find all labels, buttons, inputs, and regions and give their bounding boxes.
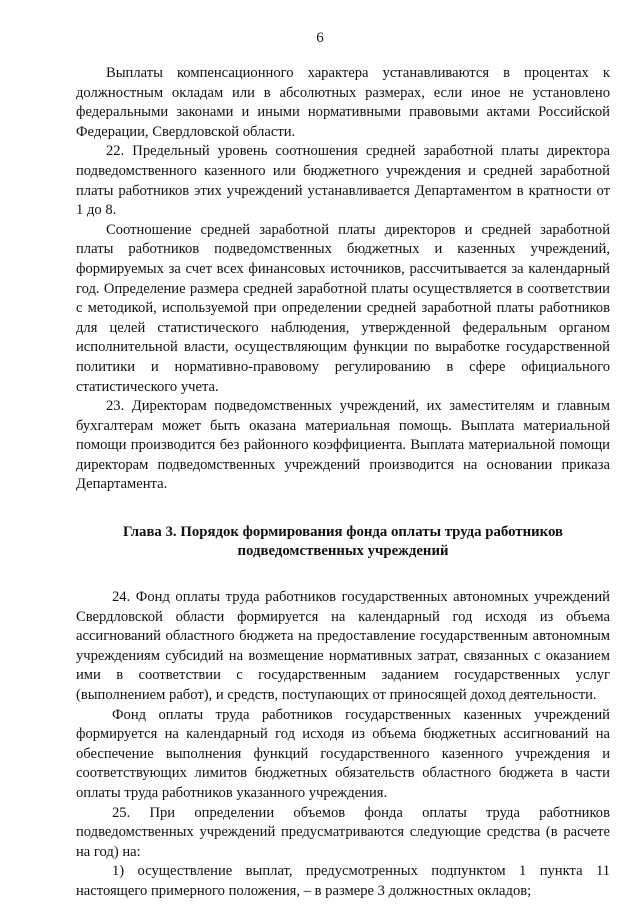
paragraph-compensation-payments: Выплаты компенсационного характера устанавливаются в процентах к должностным окладам или в абсолютных размерах, если иное не установлено федеральными законами и иными нормативными правовыми актами Российской Федерации, Свердловской области.	[76, 65, 610, 140]
paragraph-treasury-fund: Фонд оплаты труда работников государственных казенных учреждений формируется на календарный год исходя из объема бюджетных ассигнований на обеспечение выполнения функций государственного казенного учреждения и соответствующих лимитов бюджетных обязательств областного бюджета в части оплаты труда работников указанного учреждения.	[76, 706, 610, 801]
paragraph-23: 23. Директорам подведомственных учреждений, их заместителям и главным бухгалтерам может быть оказана материальная помощь. Выплата материальной помощи производится без районного коэффициента. Выплата материальной помощи директорам подведомственных учреждений производится на основании приказа Департамента.	[76, 398, 610, 493]
chapter-heading-line2: подведомственных учреждений	[237, 543, 449, 560]
page-number: 6	[316, 30, 324, 46]
document-body	[76, 64, 610, 902]
paragraph-25-item-1: 1) осуществление выплат, предусмотренных подпунктом 1 пункта 11 настоящего примерного положения, – в размере 3 должностных окладов;	[76, 863, 610, 899]
paragraph-22: 22. Предельный уровень соотношения средней заработной платы директора подведомственного казенного или бюджетного учреждения и средней заработной платы работников этих учреждений устанавливается Департаментом в кратности от 1 до 8.	[76, 143, 610, 219]
paragraph-25: 25. При определении объемов фонда оплаты труда работников подведомственных учреждений предусматриваются следующие средства (в расчете на год) на:	[76, 804, 610, 860]
chapter-heading-line1: Глава 3. Порядок формирования фонда оплаты труда работников	[123, 524, 563, 541]
paragraph-salary-ratio: Соотношение средней заработной платы директоров и средней заработной платы работников подведомственных бюджетных и казенных учреждений, формируемых за счет всех финансовых источников, рассчитывается за календарный год. Определение размера средней заработной платы осуществляется в соответствии с методикой, используемой при определении средней заработной платы работников для целей статистического наблюдения, утвержденной федеральным органом исполнительной власти, осуществляющим функции по выработке государственной политики и нормативно-правовому регулированию в сфере официального статистического учета.	[76, 221, 610, 395]
paragraph-24: 24. Фонд оплаты труда работников государственных автономных учреждений Свердловской области формируется на календарный год исходя из объема ассигнований областного бюджета на предоставление государственным автономным учреждениям субсидий на возмещение нормативных затрат, связанных с оказанием ими в соответствии с государственным заданием государственных услуг (выполнением работ), и средств, поступающих от приносящей доход деятельности.	[76, 589, 610, 704]
chapter-heading	[76, 523, 610, 561]
